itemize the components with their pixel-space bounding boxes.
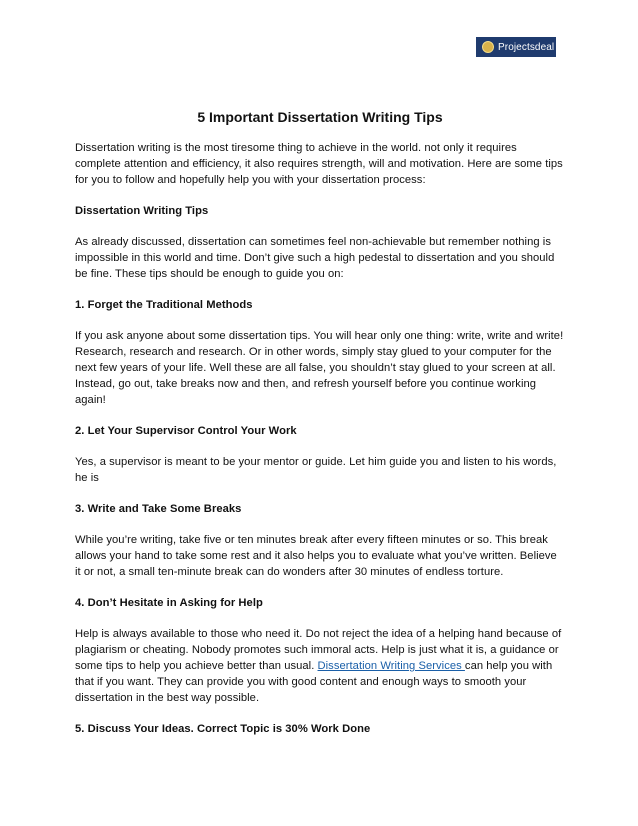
tip-3-paragraph: While you’re writing, take five or ten minutes break after every fifteen minutes or so. This break allows your hand to take some rest and it also helps you to evaluate what you’ve written. Believe it or not, a small ten-minute break can do wonders after 30 minutes of endless torture. [75,534,557,578]
dissertation-writing-services-link[interactable]: Dissertation Writing Services [317,660,465,672]
tip-1-heading: 1. Forget the Traditional Methods [75,299,253,311]
intro-paragraph: Dissertation writing is the most tiresome thing to achieve in the world. not only it requires complete attention and efficiency, it also requires strength, will and motivation. Here are some tips for you to follow and hopefully help you with your dissertation process: [75,142,563,186]
tip-4-text-before: Help is always available to those who need it. Do not reject the idea of a helping hand because of plagiarism or cheating. Nobody promotes such immoral acts. Help is just what it is, a guidance or some tips to help you achieve better than usual. [75,628,562,672]
tip-3-heading: 3. Write and Take Some Breaks [75,503,242,515]
tip-4-paragraph [75,626,565,706]
tip-1-paragraph: If you ask anyone about some dissertation tips. You will hear only one thing: write, write and write! Research, research and research. Or in other words, simply stay glued to your computer for the next few years of your life. Well these are all false, you shouldn’t stay glued to your screen at all. Instead, go out, take breaks now and then, and refresh yourself before you continue working again! [75,330,564,406]
tip-2-heading: 2. Let Your Supervisor Control Your Work [75,425,297,437]
section-heading: Dissertation Writing Tips [75,205,209,217]
document-body [75,108,565,752]
tip-5-heading: 5. Discuss Your Ideas. Correct Topic is 30% Work Done [75,723,371,735]
tip-4-text-after: can help you with that if you want. They can provide you with good content and enough ways to smooth your dissertation in the best way possible. [75,660,553,704]
crest-icon [482,41,494,53]
tip-2-paragraph: Yes, a supervisor is meant to be your mentor or guide. Let him guide you and listen to his words, he is [75,456,557,484]
brand-logo [476,37,556,57]
section-paragraph: As already discussed, dissertation can sometimes feel non-achievable but remember nothing is impossible in this world and time. Don’t give such a high pedestal to dissertation and you should be fine. These tips should be enough to guide you on: [75,236,555,280]
brand-name: Projectsdeal [498,41,555,53]
tip-4-heading: 4. Don’t Hesitate in Asking for Help [75,597,263,609]
document-title: 5 Important Dissertation Writing Tips [197,109,443,125]
